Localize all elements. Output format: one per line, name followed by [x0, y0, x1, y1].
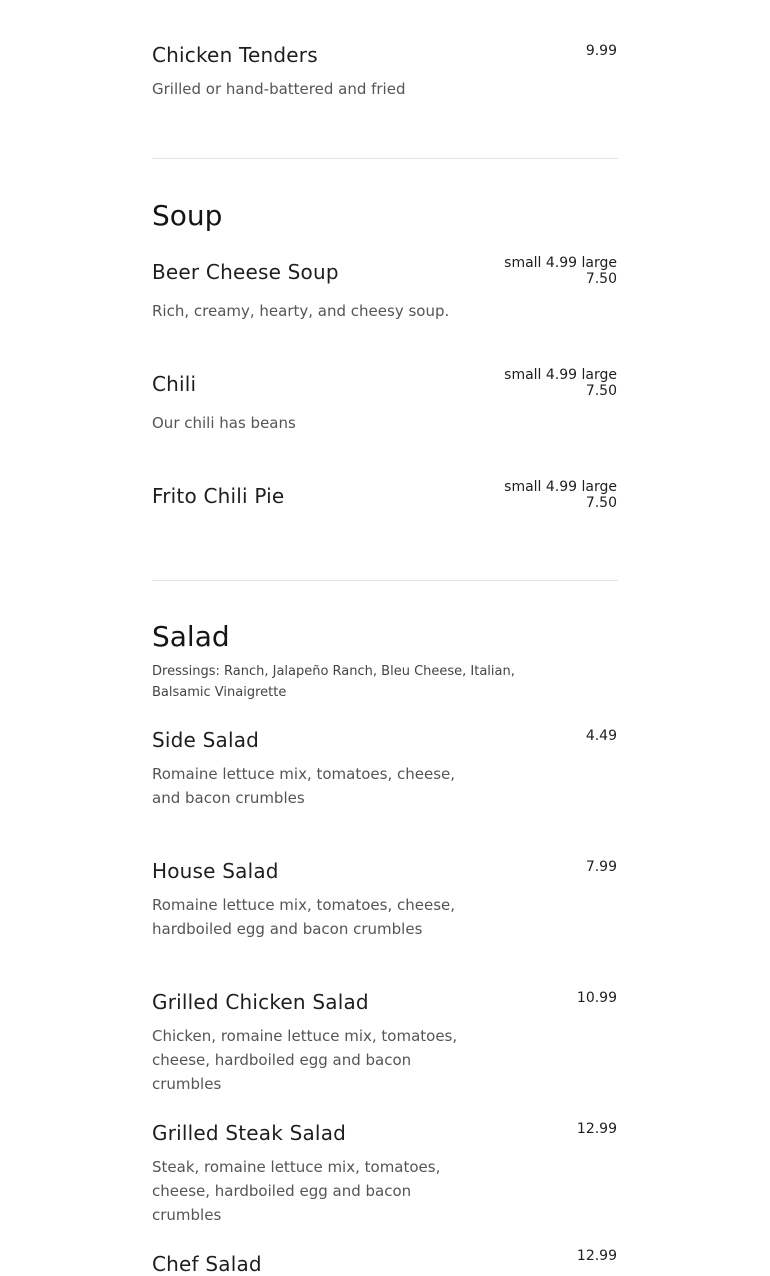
section-divider [152, 580, 618, 581]
item-name: Side Salad [152, 728, 260, 752]
item-description: Romaine lettuce mix, tomatoes, cheese, and bacon crumbles [152, 765, 456, 807]
item-description: Our chili has beans [152, 414, 296, 432]
item-name: Frito Chili Pie [152, 484, 285, 508]
menu-item [152, 479, 618, 511]
item-name: Beer Cheese Soup [152, 260, 339, 284]
item-price: 7.99 [585, 859, 617, 875]
item-price: small 4.99 large 7.50 [504, 255, 617, 287]
item-name: Grilled Steak Salad [152, 1121, 347, 1145]
section-divider [152, 158, 618, 159]
menu-item [152, 728, 618, 810]
item-name: Chili [152, 372, 197, 396]
item-price: 9.99 [585, 43, 617, 59]
menu-item [152, 1248, 618, 1276]
menu-item [152, 990, 618, 1096]
item-description: Grilled or hand-battered and fried [152, 80, 406, 98]
item-name: Chicken Tenders [152, 43, 318, 67]
item-price: small 4.99 large 7.50 [504, 479, 617, 511]
item-name: Chef Salad [152, 1252, 262, 1276]
item-description: Romaine lettuce mix, tomatoes, cheese, hardboiled egg and bacon crumbles [152, 896, 456, 938]
section-title-soup: Soup [152, 199, 223, 232]
section-title-salad: Salad [152, 620, 230, 653]
menu-item [152, 367, 618, 435]
item-row [152, 1248, 618, 1276]
menu-item [152, 1121, 618, 1227]
menu-item [152, 255, 618, 323]
menu-item [152, 859, 618, 941]
menu-item [152, 43, 618, 101]
item-description: Steak, romaine lettuce mix, tomatoes, cheese, hardboiled egg and bacon crumbles [152, 1158, 441, 1224]
item-description: Chicken, romaine lettuce mix, tomatoes, cheese, hardboiled egg and bacon crumbles [152, 1027, 458, 1093]
item-name: House Salad [152, 859, 279, 883]
item-price: small 4.99 large 7.50 [504, 367, 617, 399]
item-name: Grilled Chicken Salad [152, 990, 369, 1014]
item-price: 12.99 [576, 1121, 617, 1137]
item-price: 10.99 [576, 990, 617, 1006]
item-price: 12.99 [576, 1248, 617, 1264]
item-price: 4.49 [585, 728, 617, 744]
item-description: Rich, creamy, hearty, and cheesy soup. [152, 302, 450, 320]
section-note-dressings: Dressings: Ranch, Jalapeño Ranch, Bleu Cheese, Italian, Balsamic Vinaigrette [152, 664, 515, 700]
